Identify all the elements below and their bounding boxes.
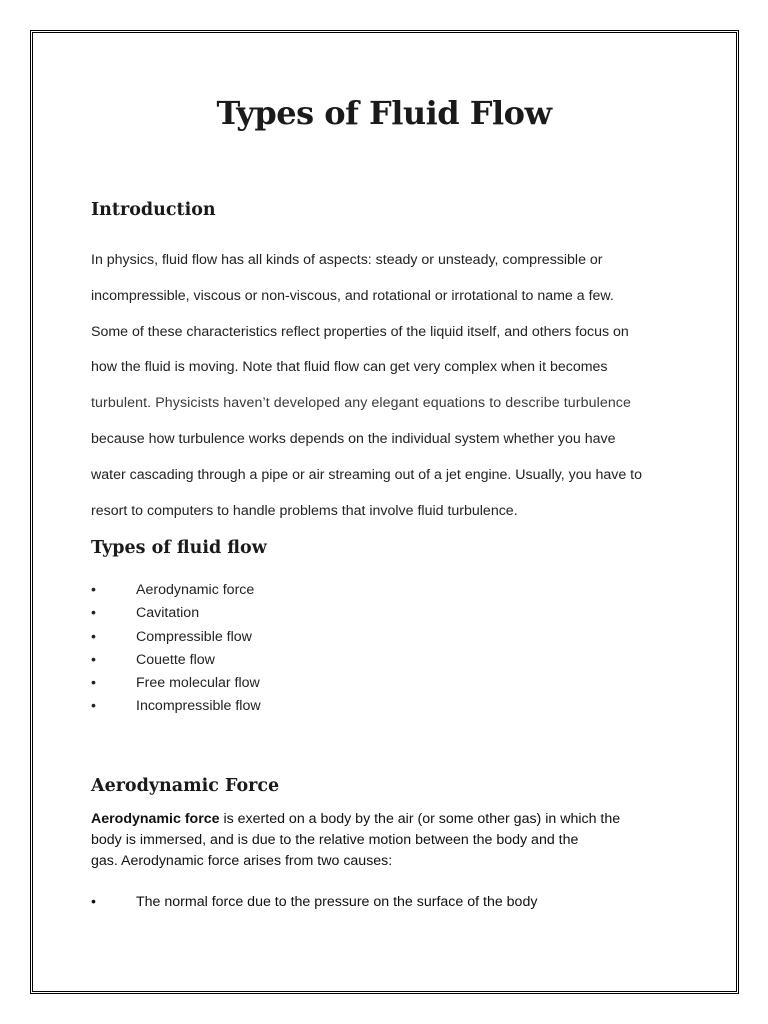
list-item-label: The normal force due to the pressure on the surface of the body: [136, 894, 538, 910]
list-item-label: Incompressible flow: [136, 698, 261, 715]
list-item-label: Compressible flow: [136, 628, 252, 645]
paragraph-line: In physics, fluid flow has all kinds of aspects: steady or unsteady, compressible or: [91, 252, 603, 268]
paragraph-line: gas. Aerodynamic force arises from two causes:: [91, 853, 393, 869]
paragraph-line: resort to computers to handle problems that involve fluid turbulence.: [91, 502, 518, 519]
bold-term: Aerodynamic force: [91, 811, 220, 827]
document-title: Types of Fluid Flow: [216, 94, 552, 132]
list-item-label: Couette flow: [136, 651, 215, 668]
list-item-label: Aerodynamic force: [136, 582, 255, 598]
paragraph-line: [91, 809, 691, 830]
bullet-icon: •: [91, 582, 96, 598]
paragraph-line: turbulent. Physicists haven’t developed any elegant equations to describe turbulence: [91, 395, 631, 412]
introduction-heading: Introduction: [91, 200, 216, 220]
bullet-icon: •: [91, 628, 96, 645]
bullet-icon: •: [91, 698, 96, 715]
paragraph-line: because how turbulence works depends on the individual system whether you have: [91, 430, 616, 447]
paragraph-line: water cascading through a pipe or air streaming out of a jet engine. Usually, you have to: [91, 466, 643, 483]
introduction-paragraph: [91, 243, 711, 529]
paragraph-line: Some of these characteristics reflect properties of the liquid itself, and others focus on: [91, 323, 629, 340]
aerodynamic-paragraph: [91, 809, 691, 872]
list-item-label: Cavitation: [136, 605, 200, 622]
list-item-label: Free molecular flow: [136, 675, 260, 692]
aerodynamic-heading: Aerodynamic Force: [91, 776, 280, 796]
bullet-icon: •: [91, 894, 96, 910]
paragraph-line: body is immersed, and is due to the relative motion between the body and the: [91, 832, 579, 848]
paragraph-line: incompressible, viscous or non-viscous, and rotational or irrotational to name a few.: [91, 287, 614, 304]
bullet-icon: •: [91, 675, 96, 692]
paragraph-line: how the fluid is moving. Note that fluid flow can get very complex when it becomes: [91, 359, 608, 376]
paragraph-text: is exerted on a body by the air (or some other gas) in which the: [219, 811, 621, 827]
bullet-icon: •: [91, 651, 96, 668]
types-heading: Types of fluid flow: [91, 538, 267, 558]
bullet-icon: •: [91, 605, 96, 622]
